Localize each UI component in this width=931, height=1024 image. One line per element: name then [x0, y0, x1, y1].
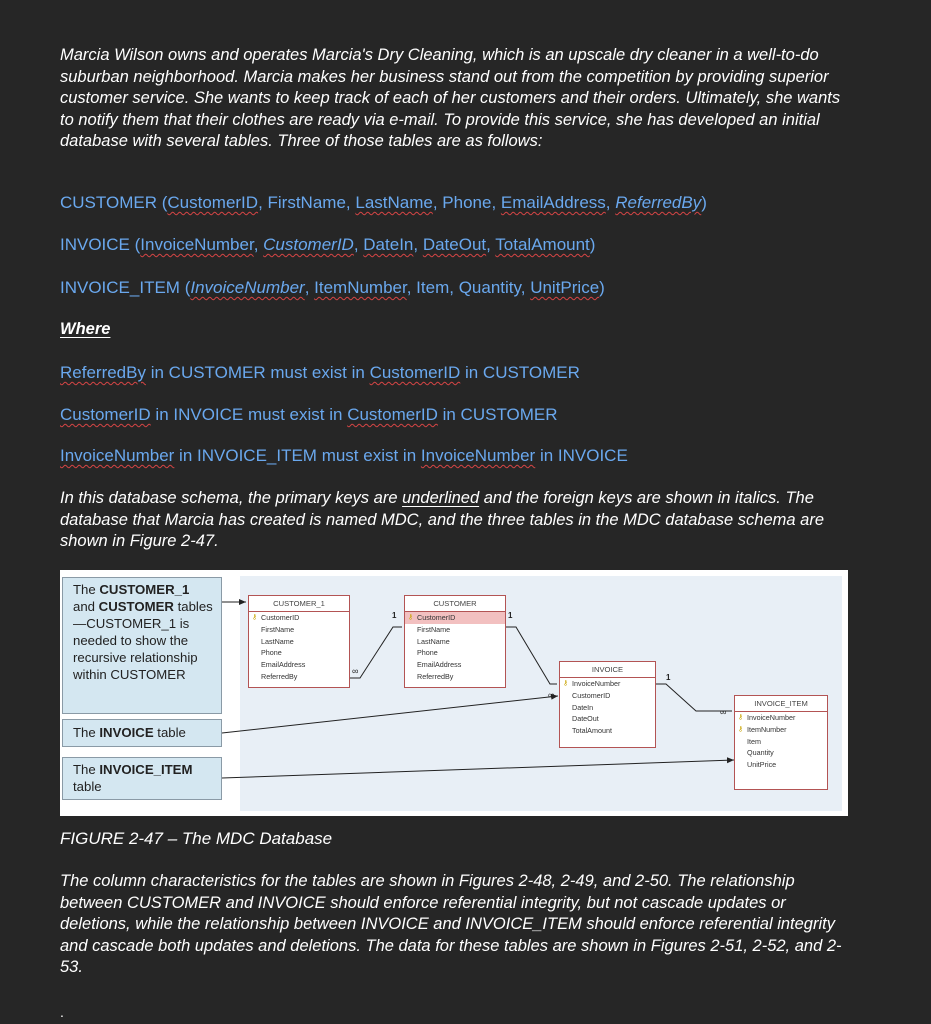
field-name: ReferredBy: [261, 671, 298, 681]
field-name: CustomerID: [261, 613, 300, 622]
callout-customer-tables: The CUSTOMER_1 and CUSTOMER tables—CUSTOMER_1 is needed to show the recursive relationship within CUSTOMER: [62, 577, 222, 714]
field-name: Phone: [261, 648, 282, 658]
table-invoice[interactable]: [559, 661, 656, 748]
key-icon: ⚷: [738, 725, 744, 733]
field-name: ReferredBy: [417, 671, 454, 681]
table-customer-1[interactable]: [248, 595, 350, 688]
card-one-1: 1: [392, 611, 397, 620]
field-name: UnitPrice: [747, 760, 777, 770]
arrow-to-invoice-item: [222, 760, 734, 778]
trailing-mark: .: [60, 1004, 64, 1020]
rel-customer-invoice: [506, 627, 557, 684]
field-name: EmailAddress: [417, 660, 462, 670]
constraint-2: CustomerID in INVOICE must exist in CustomerID in CUSTOMER: [60, 405, 558, 424]
schema-note-paragraph: In this database schema, the primary keys are underlined and the foreign keys are shown in italics. The database that Marcia has created is named MDC, and the three tables in the MDC database schema are shown in Figure 2-47.: [60, 489, 824, 550]
field-name: ItemNumber: [747, 724, 787, 734]
table-title: INVOICE_ITEM: [735, 696, 827, 712]
field-name: LastName: [261, 636, 294, 646]
card-many-2: ∞: [548, 690, 555, 700]
field-name: Phone: [417, 648, 438, 658]
closing-paragraph: The column characteristics for the tables are shown in Figures 2-48, 2-49, and 2-50. The relationship between CUSTOMER and INVOICE should enforce referential integrity, but not cascade updates or deletions, while the relationship between INVOICE and INVOICE_ITEM should enforce referential integrity and cascade both updates and deletions. The data for these tables are shown in Figures 2-51, 2-52, and 2-53.: [60, 872, 842, 976]
field-name: FirstName: [417, 624, 451, 634]
field-name: CustomerID: [417, 613, 456, 622]
callout-invoice-item-table: The INVOICE_ITEM table: [62, 757, 222, 800]
field-name: LastName: [417, 636, 450, 646]
field-name: InvoiceNumber: [747, 713, 796, 722]
callout-invoice-table: The INVOICE table: [62, 719, 222, 747]
table-title: INVOICE: [560, 662, 655, 678]
intro-paragraph: Marcia Wilson owns and operates Marcia's Dry Cleaning, which is an upscale dry cleaner in a well-to-do suburban neighborhood. Marcia makes her business stand out from the competition by providing superior customer service. She wants to keep track of each of her customers and their orders. Ultimately, she wants to notify them that their clothes are ready via e-mail. To provide this service, she has developed an initial database with several tables. Three of those tables are as follows:: [60, 46, 841, 150]
arrow-to-invoice: [222, 696, 558, 733]
table-customer[interactable]: [404, 595, 506, 688]
schema-customer: CUSTOMER (CustomerID, FirstName, LastName, Phone, EmailAddress, ReferredBy): [60, 193, 707, 212]
field-name: DateOut: [572, 714, 599, 724]
key-icon: ⚷: [563, 680, 569, 687]
card-one-3: 1: [666, 673, 671, 682]
card-one-2: 1: [508, 611, 513, 620]
schema-invoice-item: INVOICE_ITEM (InvoiceNumber, ItemNumber, Item, Quantity, UnitPrice): [60, 278, 605, 297]
key-icon: ⚷: [408, 614, 414, 621]
constraint-3: InvoiceNumber in INVOICE_ITEM must exist in InvoiceNumber in INVOICE: [60, 446, 628, 465]
table-title: CUSTOMER_1: [249, 596, 349, 612]
constraint-1: ReferredBy in CUSTOMER must exist in CustomerID in CUSTOMER: [60, 363, 580, 382]
table-title: CUSTOMER: [405, 596, 505, 612]
field-name: TotalAmount: [572, 726, 612, 736]
key-icon: ⚷: [252, 614, 258, 621]
field-name: EmailAddress: [261, 660, 306, 670]
field-name: InvoiceNumber: [572, 679, 621, 688]
figure-caption: FIGURE 2-47 – The MDC Database: [60, 829, 333, 848]
card-many-3: ∞: [720, 707, 727, 717]
field-name: CustomerID: [572, 690, 611, 700]
schema-invoice: INVOICE (InvoiceNumber, CustomerID, DateIn, DateOut, TotalAmount): [60, 235, 596, 254]
field-name: DateIn: [572, 702, 594, 712]
figure-mdc-database: [60, 570, 848, 816]
key-icon: ⚷: [738, 714, 744, 721]
field-name: FirstName: [261, 624, 295, 634]
field-name: Item: [747, 736, 761, 746]
field-name: Quantity: [747, 748, 774, 758]
table-invoice-item[interactable]: [734, 695, 828, 790]
where-label: Where: [60, 320, 111, 338]
card-many-1: ∞: [352, 666, 359, 676]
